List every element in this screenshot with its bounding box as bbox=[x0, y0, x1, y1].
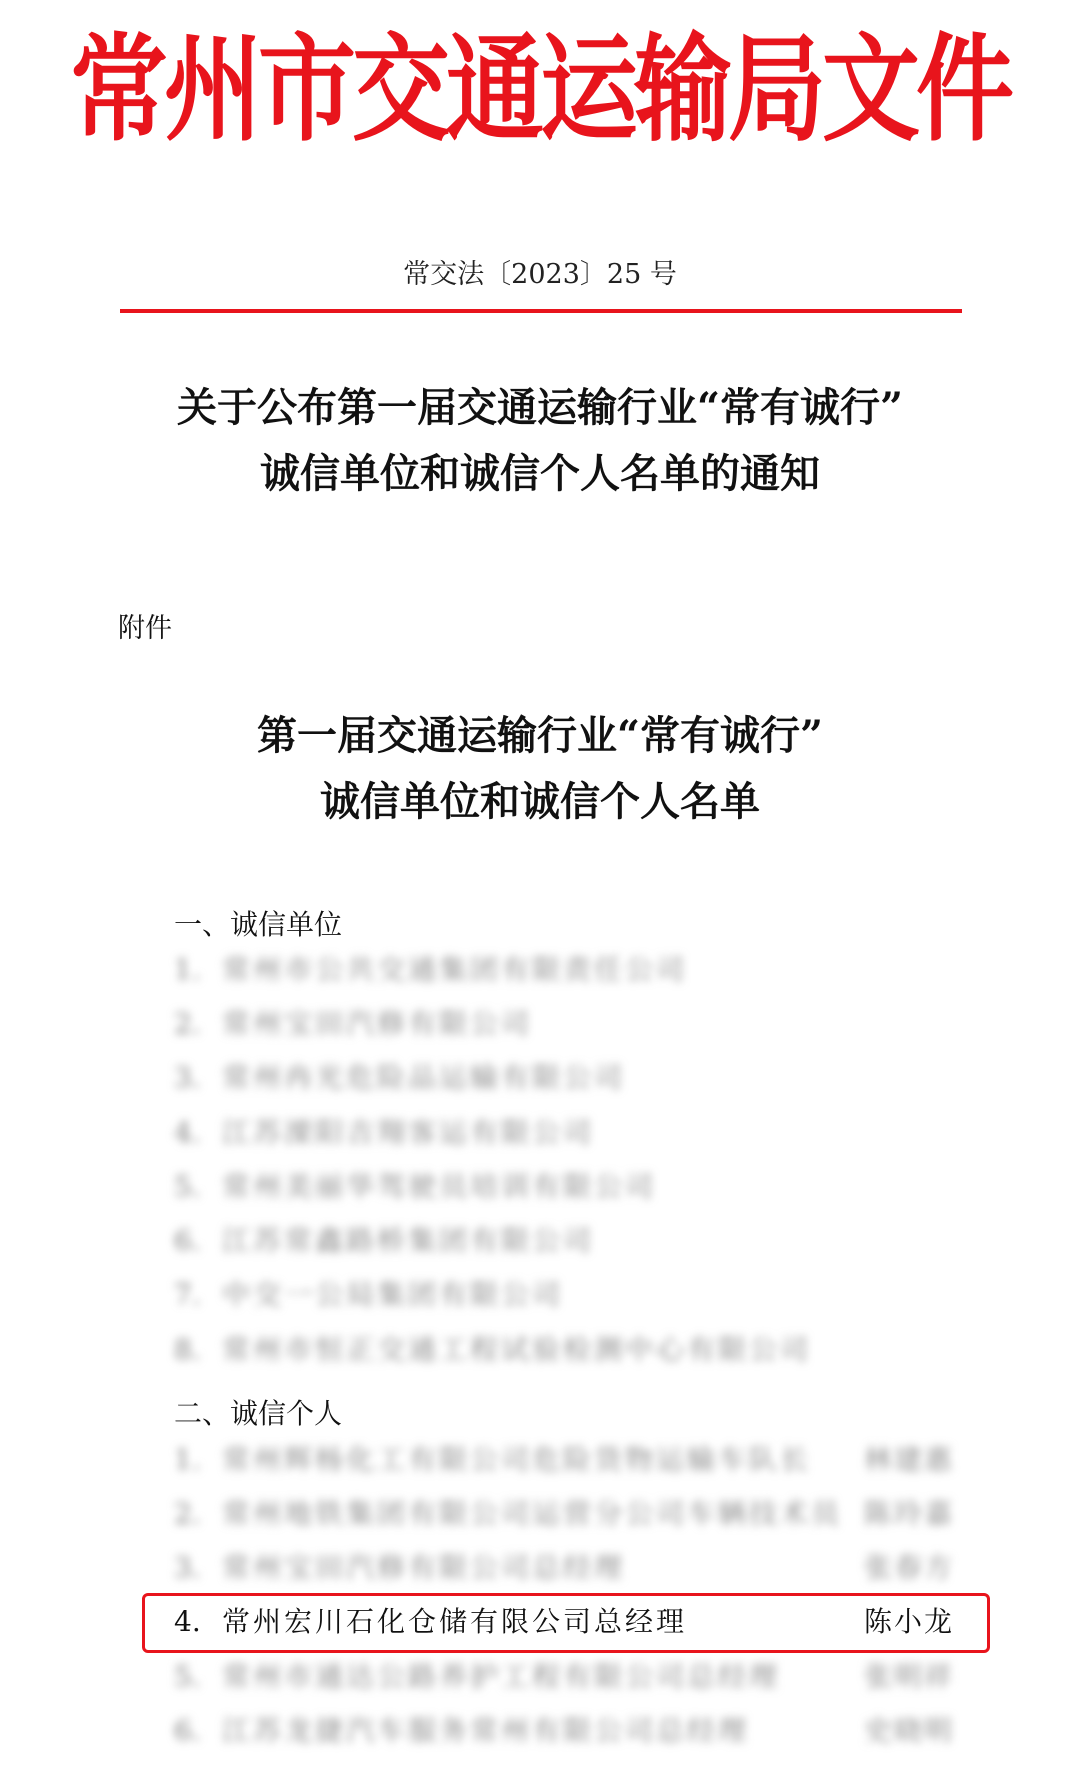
unit-name: 中交一公局集团有限公司 bbox=[222, 1278, 564, 1311]
notice-title-line-2: 诚信单位和诚信个人名单的通知 bbox=[260, 450, 820, 497]
row-number: 6. bbox=[174, 1224, 201, 1257]
person-name: 林建惠 bbox=[863, 1443, 954, 1476]
unit-name: 常州美丽华驾驶员培训有限公司 bbox=[222, 1170, 657, 1203]
row-number: 4. bbox=[174, 1605, 201, 1638]
unit-row bbox=[174, 1113, 954, 1153]
row-number: 6. bbox=[174, 1714, 201, 1747]
unit-row bbox=[174, 950, 954, 990]
person-name: 张春方 bbox=[863, 1551, 954, 1584]
list-title bbox=[0, 703, 1080, 835]
unit-name: 常州市恒正交通工程试验检测中心有限公司 bbox=[222, 1333, 812, 1366]
individual-row bbox=[174, 1657, 954, 1697]
unit-name: 江苏溧阳吉翔客运有限公司 bbox=[222, 1116, 595, 1149]
unit-row bbox=[174, 1221, 954, 1261]
person-name: 史晓明 bbox=[863, 1714, 954, 1747]
person-name: 陈小龙 bbox=[863, 1605, 954, 1638]
position-title: 常州市通达公路养护工程有限公司总经理 bbox=[222, 1660, 781, 1693]
row-number: 5. bbox=[174, 1660, 201, 1693]
individual-row bbox=[174, 1711, 954, 1751]
row-number: 5. bbox=[174, 1170, 201, 1203]
notice-title-line-1: 关于公布第一届交通运输行业“常有诚行” bbox=[176, 384, 903, 431]
unit-row bbox=[174, 1004, 954, 1044]
unit-name: 常州冉光危险品运输有限公司 bbox=[222, 1061, 626, 1094]
row-number: 4. bbox=[174, 1116, 201, 1149]
row-number: 2. bbox=[174, 1497, 201, 1530]
unit-row bbox=[174, 1330, 954, 1370]
individual-row bbox=[174, 1440, 954, 1480]
row-number: 1. bbox=[174, 1443, 201, 1476]
individual-row bbox=[174, 1494, 954, 1534]
unit-name: 常州市公共交通集团有限责任公司 bbox=[222, 953, 688, 986]
position-title: 常州地铁集团有限公司运营分公司车辆技术员 bbox=[222, 1497, 843, 1530]
masthead-title: 常州市交通运输局文件 bbox=[69, 22, 1010, 159]
individual-row bbox=[174, 1548, 954, 1588]
position-title: 常州宏川石化仓储有限公司总经理 bbox=[222, 1605, 688, 1638]
red-divider-line bbox=[120, 309, 962, 313]
person-name: 陈玲嘉 bbox=[863, 1497, 954, 1530]
notice-title bbox=[0, 375, 1080, 507]
unit-row bbox=[174, 1167, 954, 1207]
unit-name: 常州宝田汽修有限公司 bbox=[222, 1007, 533, 1040]
row-number: 3. bbox=[174, 1551, 201, 1584]
list-title-line-1: 第一届交通运输行业“常有诚行” bbox=[256, 712, 823, 759]
row-number: 1. bbox=[174, 953, 201, 986]
unit-name: 江苏常鑫路桥集团有限公司 bbox=[222, 1224, 595, 1257]
section-heading-individuals: 二、诚信个人 bbox=[174, 1397, 343, 1430]
list-title-line-2: 诚信单位和诚信个人名单 bbox=[320, 778, 760, 825]
row-number: 8. bbox=[174, 1333, 201, 1366]
individual-row-highlighted bbox=[174, 1602, 954, 1642]
unit-row bbox=[174, 1275, 954, 1315]
document-number: 常交法〔2023〕25 号 bbox=[403, 259, 677, 290]
position-title: 江苏龙捷汽车服务常州有限公司总经理 bbox=[222, 1714, 750, 1747]
section-heading-units: 一、诚信单位 bbox=[174, 908, 343, 941]
row-number: 7. bbox=[174, 1278, 201, 1311]
person-name: 张明祥 bbox=[863, 1660, 954, 1693]
position-title: 常州宝田汽修有限公司总经理 bbox=[222, 1551, 626, 1584]
attachment-label: 附件 bbox=[118, 613, 172, 644]
row-number: 3. bbox=[174, 1061, 201, 1094]
position-title: 常州辉杨化工有限公司危险货物运输车队长 bbox=[222, 1443, 812, 1476]
row-number: 2. bbox=[174, 1007, 201, 1040]
unit-row bbox=[174, 1058, 954, 1098]
